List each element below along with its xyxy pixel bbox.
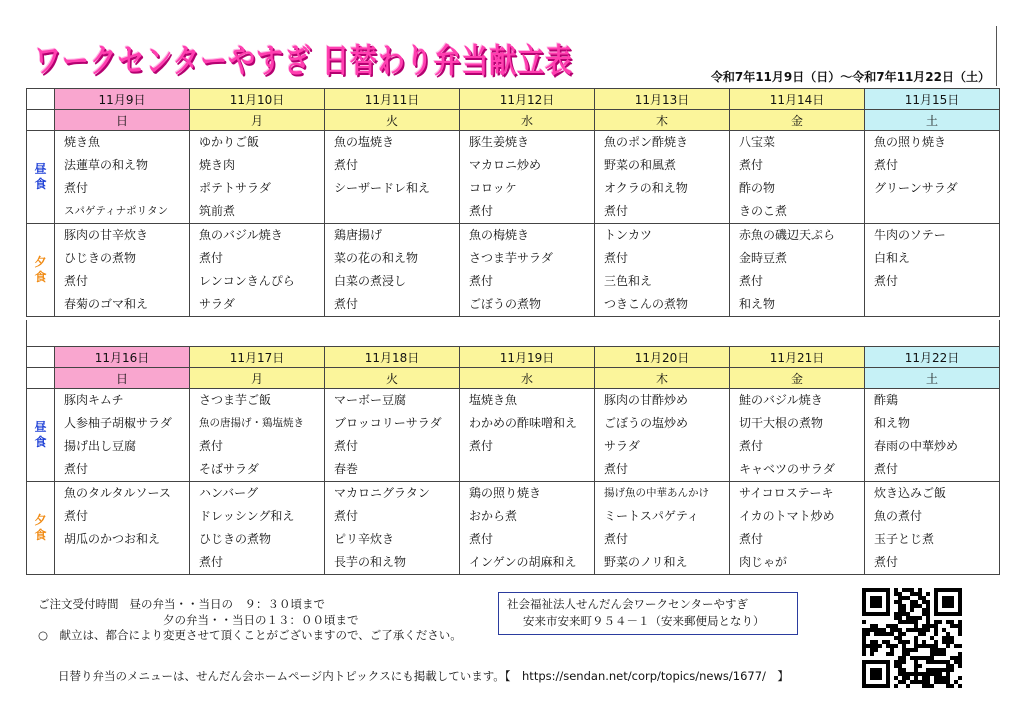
dinner-row-label: [27, 482, 55, 575]
menu-item: シーザードレ和え: [334, 181, 431, 195]
menu-item: ゆかりご飯: [199, 135, 260, 149]
menu-item: 玉子とじ煮: [874, 532, 935, 546]
week-separator: [26, 320, 1000, 346]
menu-item: さつま芋サラダ: [469, 251, 553, 265]
lunch-cell: [55, 389, 190, 482]
weekday-header: 木: [595, 368, 730, 389]
menu-item: 煮付: [334, 158, 359, 172]
qr-code-icon[interactable]: [862, 588, 962, 688]
weekday-header: 月: [190, 110, 325, 131]
menu-item: 焼き肉: [199, 158, 236, 172]
lunch-cell: [325, 131, 460, 224]
menu-item: 切干大根の煮物: [739, 416, 824, 430]
page-title: ワークセンターやすぎ 日替わり弁当献立表: [34, 41, 573, 80]
lunch-cell: [460, 131, 595, 224]
weekday-header: 水: [460, 110, 595, 131]
menu-item: 豚肉の甘辛炊き: [64, 228, 149, 242]
weekday-header: 日: [55, 368, 190, 389]
menu-item: 白和え: [874, 251, 911, 265]
menu-item: 煮付: [604, 204, 629, 218]
dinner-cell: [190, 224, 325, 317]
menu-item: 煮付: [874, 462, 899, 476]
menu-item: 鮭のバジル焼き: [739, 393, 823, 407]
weekday-header: 火: [325, 368, 460, 389]
date-header: 11月18日: [325, 347, 460, 368]
change-notice: ○ 献立は、都合により変更させて頂くことがございますので、ご了承ください。: [38, 628, 462, 642]
menu-item: 長芋の和え物: [334, 555, 407, 569]
menu-item: 煮付: [874, 158, 899, 172]
menu-item: 揚げ出し豆腐: [64, 439, 137, 453]
lunch-cell: [325, 389, 460, 482]
date-header: 11月16日: [55, 347, 190, 368]
weekday-header: 月: [190, 368, 325, 389]
menu-item: さつま芋ご飯: [199, 393, 272, 407]
menu-item: 煮付: [199, 251, 224, 265]
lunch-deadline: 昼の弁当・・当日の ９：３０頃まで: [129, 597, 325, 611]
lunch-cell: [595, 389, 730, 482]
menu-item: オクラの和え物: [604, 181, 688, 195]
menu-item: 煮付: [334, 509, 359, 523]
menu-item: 八宝菜: [739, 135, 776, 149]
menu-item: インゲンの胡麻和え: [469, 555, 577, 569]
menu-item: マカロニグラタン: [334, 486, 430, 500]
dinner-cell: [595, 482, 730, 575]
corner-cell: [27, 110, 55, 131]
menu-item: 煮付: [604, 532, 629, 546]
menu-item: イカのトマト炒め: [739, 509, 835, 523]
menu-item: ごぼうの煮物: [469, 297, 542, 311]
organization-name: 社会福祉法人せんだん会ワークセンターやすぎ: [507, 597, 749, 611]
menu-item: 煮付: [469, 532, 494, 546]
menu-item: レンコンきんぴら: [199, 274, 295, 288]
menu-item: 人参柚子胡椒サラダ: [64, 416, 172, 430]
menu-item: 揚げ魚の中華あんかけ: [604, 487, 709, 499]
menu-item: 法蓮草の和え物: [64, 158, 149, 172]
lunch-cell: [595, 131, 730, 224]
menu-item: 炊き込みご飯: [874, 486, 947, 500]
lunch-cell: [190, 389, 325, 482]
weekday-header: 金: [730, 110, 865, 131]
week-table: [26, 346, 1000, 575]
menu-item: 煮付: [739, 439, 764, 453]
weekday-header: 金: [730, 368, 865, 389]
dinner-deadline: 夕の弁当・・当日の１３：００頃まで: [163, 612, 359, 627]
date-header: 11月9日: [55, 89, 190, 110]
menu-item: ピリ辛炊き: [334, 532, 395, 546]
menu-item: 鶏の照り焼き: [469, 486, 542, 500]
menu-item: 豚生姜焼き: [469, 135, 530, 149]
menu-item: つきこんの煮物: [604, 297, 689, 311]
menu-item: 煮付: [199, 555, 224, 569]
menu-item: ポテトサラダ: [199, 181, 271, 195]
dinner-label-char: 食: [34, 270, 47, 284]
menu-item: 白菜の煮浸し: [334, 274, 407, 288]
menu-item: 魚の梅焼き: [469, 228, 530, 242]
menu-item: 煮付: [64, 509, 89, 523]
date-header: 11月20日: [595, 347, 730, 368]
date-header: 11月12日: [460, 89, 595, 110]
menu-item: そばサラダ: [199, 462, 259, 476]
menu-item: 野菜のノリ和え: [604, 555, 688, 569]
dinner-cell: [595, 224, 730, 317]
date-header: 11月10日: [190, 89, 325, 110]
menu-item: サイコロステーキ: [739, 486, 834, 500]
weekday-header: 木: [595, 110, 730, 131]
menu-item: 牛肉のソテー: [874, 228, 946, 242]
menu-item: マーボー豆腐: [334, 393, 407, 407]
lunch-cell: [865, 131, 1000, 224]
weekday-header: 土: [865, 110, 1000, 131]
dinner-cell: [55, 482, 190, 575]
menu-item: 煮付: [469, 204, 494, 218]
corner-cell: [27, 89, 55, 110]
menu-item: 菜の花の和え物: [334, 251, 419, 265]
menu-item: 煮付: [334, 439, 359, 453]
menu-item: [865, 200, 999, 223]
menu-item: わかめの酢味噌和え: [469, 416, 578, 430]
menu-item: 金時豆煮: [739, 251, 788, 265]
lunch-cell: [730, 389, 865, 482]
menu-item: 春巻: [334, 462, 359, 476]
menu-item: 煮付: [469, 274, 494, 288]
dinner-label-char: 夕: [34, 513, 47, 527]
menu-item: 春菊のゴマ和え: [64, 297, 149, 311]
menu-item: 煮付: [739, 158, 764, 172]
lunch-cell: [460, 389, 595, 482]
menu-item: 三色和え: [604, 274, 653, 288]
menu-item: 魚のバジル焼き: [199, 228, 283, 242]
lunch-label-char: 食: [34, 177, 47, 191]
date-header: 11月22日: [865, 347, 1000, 368]
menu-item: きのこ煮: [739, 204, 788, 218]
menu-item: ブロッコリーサラダ: [334, 416, 442, 430]
weekday-header: 日: [55, 110, 190, 131]
date-header: 11月19日: [460, 347, 595, 368]
menu-item: 焼き魚: [64, 135, 101, 149]
menu-item: 胡瓜のかつお和え: [64, 532, 161, 546]
menu-item: 塩焼き魚: [469, 393, 518, 407]
date-header: 11月11日: [325, 89, 460, 110]
order-notes: [38, 597, 462, 644]
lunch-row-label: [27, 389, 55, 482]
dinner-label-char: 夕: [34, 255, 47, 269]
menu-item: [55, 551, 189, 574]
menu-item: 筑前煮: [199, 204, 236, 218]
lunch-cell: [55, 131, 190, 224]
dinner-label-char: 食: [34, 528, 47, 542]
menu-item: おから煮: [469, 509, 518, 523]
menu-item: 酢の物: [739, 181, 776, 195]
menu-item: 煮付: [604, 251, 629, 265]
menu-item: 和え物: [739, 297, 776, 311]
menu-item: 豚肉の甘酢炒め: [604, 393, 689, 407]
menu-item: トンカツ: [604, 228, 653, 242]
menu-item: 煮付: [334, 297, 359, 311]
menu-item: [865, 293, 999, 316]
weekday-header: 火: [325, 110, 460, 131]
menu-item: [460, 458, 594, 481]
menu-item: 煮付: [469, 439, 494, 453]
menu-item: 赤魚の磯辺天ぷら: [739, 228, 836, 242]
menu-item: 酢鶏: [874, 393, 899, 407]
menu-item: グリーンサラダ: [874, 181, 958, 195]
menu-item: キャベツのサラダ: [739, 462, 835, 476]
menu-item: [325, 200, 459, 223]
menu-item: ハンバーグ: [199, 486, 259, 500]
menu-item: コロッケ: [469, 181, 517, 195]
menu-item: 肉じゃが: [739, 555, 788, 569]
date-header: 11月13日: [595, 89, 730, 110]
menu-item: 和え物: [874, 416, 911, 430]
date-range: 令和7年11月9日（日）～令和7年11月22日（土）: [710, 70, 990, 84]
menu-item: 煮付: [199, 439, 224, 453]
menu-item: サラダ: [604, 439, 640, 453]
menu-item: 魚の照り焼き: [874, 135, 947, 149]
menu-item: 魚の塩焼き: [334, 135, 395, 149]
corner-cell: [27, 368, 55, 389]
dinner-cell: [865, 482, 1000, 575]
date-header: 11月21日: [730, 347, 865, 368]
organization-box: [498, 592, 798, 635]
menu-item: 鶏唐揚げ: [334, 228, 383, 242]
menu-item: ミートスパゲティ: [604, 509, 699, 523]
dinner-cell: [325, 224, 460, 317]
dinner-row-label: [27, 224, 55, 317]
dinner-cell: [190, 482, 325, 575]
menu-item: スパゲティナポリタン: [64, 205, 169, 217]
menu-item: 春雨の中華炒め: [874, 439, 959, 453]
weekday-header: 土: [865, 368, 1000, 389]
dinner-cell: [865, 224, 1000, 317]
menu-item: サラダ: [199, 297, 235, 311]
menu-item: ドレッシング和え: [199, 509, 295, 523]
weekday-header: 水: [460, 368, 595, 389]
lunch-label-char: 昼: [34, 162, 47, 176]
dinner-cell: [460, 224, 595, 317]
lunch-label-char: 昼: [34, 420, 47, 434]
menu-item: ごぼうの塩炒め: [604, 416, 689, 430]
menu-item: 煮付: [874, 274, 899, 288]
dinner-cell: [460, 482, 595, 575]
lunch-cell: [865, 389, 1000, 482]
week-table: [26, 88, 1000, 317]
menu-item: 魚のポン酢焼き: [604, 135, 689, 149]
divider: [996, 26, 997, 86]
organization-address: 安来市安来町９５４－１（安来郵便局となり）: [523, 614, 765, 628]
lunch-label-char: 食: [34, 435, 47, 449]
menu-item: 煮付: [604, 462, 629, 476]
menu-item: 煮付: [739, 274, 764, 288]
dinner-cell: [325, 482, 460, 575]
menu-item: マカロニ炒め: [469, 158, 542, 172]
menu-item: 野菜の和風煮: [604, 158, 677, 172]
menu-item: ひじきの煮物: [199, 532, 272, 546]
menu-item: 豚肉キムチ: [64, 393, 124, 407]
date-header: 11月17日: [190, 347, 325, 368]
date-header: 11月15日: [865, 89, 1000, 110]
order-time-label: ご注文受付時間: [38, 597, 119, 611]
menu-item: 魚の煮付: [874, 509, 923, 523]
date-header: 11月14日: [730, 89, 865, 110]
menu-item: 煮付: [874, 555, 899, 569]
dinner-cell: [730, 224, 865, 317]
menu-item: 煮付: [64, 181, 89, 195]
menu-item: 煮付: [64, 462, 89, 476]
lunch-cell: [730, 131, 865, 224]
corner-cell: [27, 347, 55, 368]
dinner-cell: [730, 482, 865, 575]
footer-note: 日替り弁当のメニューは、せんだん会ホームページ内トピックスにも掲載しています。【 https://sendan.net/corp/topics/news/1677/ 】: [58, 669, 789, 683]
menu-item: 魚の唐揚げ・鶏塩焼き: [199, 417, 304, 429]
dinner-cell: [55, 224, 190, 317]
lunch-cell: [190, 131, 325, 224]
lunch-row-label: [27, 131, 55, 224]
menu-item: 煮付: [739, 532, 764, 546]
menu-item: 煮付: [64, 274, 89, 288]
menu-item: 魚のタルタルソース: [64, 486, 171, 500]
menu-item: ひじきの煮物: [64, 251, 137, 265]
